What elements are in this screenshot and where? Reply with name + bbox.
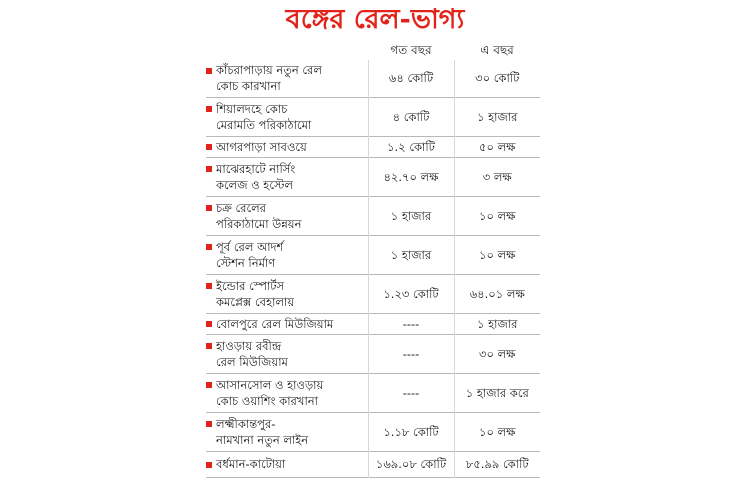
last-year-value: ৬৪ কোটি — [368, 60, 454, 97]
project-name-line-2: কমপ্লেক্স বেহালায় — [216, 294, 295, 309]
project-name — [206, 97, 368, 136]
header-this-year: এ বছর — [480, 43, 514, 57]
last-year-value: ১.২ কোটি — [368, 136, 454, 157]
project-name-line-1 — [206, 161, 364, 177]
last-year-value: ১.১৮ কোটি — [368, 412, 454, 451]
project-name-text: চক্র রেলের — [216, 200, 266, 215]
table-row — [206, 235, 540, 274]
this-year-value: ৩০ লক্ষ — [454, 334, 540, 373]
project-name-text: বর্ধমান-কাটোয়া — [216, 457, 286, 471]
project-name-line-1 — [206, 316, 364, 332]
table-row — [206, 97, 540, 136]
table-row — [206, 412, 540, 451]
table-row — [206, 196, 540, 235]
project-name-line-2: স্টেশন নির্মাণ — [216, 255, 276, 270]
last-year-value: ১ হাজার — [368, 196, 454, 235]
project-name — [206, 235, 368, 274]
project-name-line-2: কলেজ ও হস্টেল — [216, 177, 293, 192]
budget-table — [206, 60, 540, 478]
bullet-square-icon — [206, 68, 212, 74]
project-name-text: লক্ষ্মীকান্তপুর- — [216, 416, 276, 431]
project-name-text: আসানসোল ও হাওড়ায় — [216, 377, 324, 392]
project-name-line-2: কোচ ওয়াশিং কারখানা — [216, 393, 318, 408]
table-row — [206, 157, 540, 196]
project-name-line-2: মেরামতি পরিকাঠামো — [216, 117, 312, 132]
this-year-value: ১০ লক্ষ — [454, 235, 540, 274]
project-name — [206, 157, 368, 196]
bullet-square-icon — [206, 205, 212, 211]
project-name — [206, 196, 368, 235]
table-body — [206, 60, 540, 477]
project-name — [206, 136, 368, 157]
project-name-line-1 — [206, 456, 364, 472]
page-title: বঙ্গের রেল-ভাগ্য — [285, 4, 465, 35]
bullet-square-icon — [206, 421, 212, 427]
this-year-value: ৩০ কোটি — [454, 60, 540, 97]
project-name — [206, 60, 368, 97]
this-year-value: ১০ লক্ষ — [454, 196, 540, 235]
table-row — [206, 274, 540, 313]
project-name-line-1 — [206, 377, 364, 393]
last-year-value: ---- — [368, 313, 454, 334]
bullet-square-icon — [206, 382, 212, 388]
table-row — [206, 451, 540, 477]
project-name — [206, 313, 368, 334]
header-last-year: গত বছর — [390, 43, 432, 57]
project-name-line-1 — [206, 139, 364, 155]
bullet-square-icon — [206, 343, 212, 349]
this-year-value: ১ হাজার — [454, 97, 540, 136]
last-year-value: ---- — [368, 334, 454, 373]
last-year-value: ৪২.৭০ লক্ষ — [368, 157, 454, 196]
project-name-line-1 — [206, 62, 364, 78]
column-headers — [368, 40, 540, 60]
project-name — [206, 412, 368, 451]
bullet-square-icon — [206, 166, 212, 172]
this-year-value: ৫০ লক্ষ — [454, 136, 540, 157]
this-year-value: ১ হাজার করে — [454, 373, 540, 412]
project-name-line-2: নামখানা নতুন লাইন — [216, 432, 309, 447]
last-year-value: ১.২৩ কোটি — [368, 274, 454, 313]
bullet-square-icon — [206, 321, 212, 327]
project-name-text: শিয়ালদহে কোচ — [216, 101, 288, 116]
project-name — [206, 334, 368, 373]
this-year-value: ৮৫.৯৯ কোটি — [454, 451, 540, 477]
project-name — [206, 373, 368, 412]
project-name-line-2: রেল মিউজিয়াম — [216, 354, 288, 369]
project-name-line-1 — [206, 416, 364, 432]
project-name — [206, 451, 368, 477]
last-year-value: ৪ কোটি — [368, 97, 454, 136]
last-year-value: ---- — [368, 373, 454, 412]
last-year-value: ১৬৯.০৮ কোটি — [368, 451, 454, 477]
project-name-text: আগরপাড়া সাবওয়ে — [216, 139, 307, 154]
project-name-text: ইন্ডোর স্পোর্টস — [216, 278, 285, 293]
this-year-value: ৩ লক্ষ — [454, 157, 540, 196]
bullet-square-icon — [206, 244, 212, 250]
table-row — [206, 136, 540, 157]
project-name-line-1 — [206, 239, 364, 255]
bullet-square-icon — [206, 106, 212, 112]
this-year-value: ৬৪.০১ লক্ষ — [454, 274, 540, 313]
project-name-line-2: পরিকাঠামো উন্নয়ন — [216, 216, 302, 231]
table-row — [206, 334, 540, 373]
table-row — [206, 60, 540, 97]
project-name-text: পূর্ব রেল আদর্শ — [216, 239, 284, 254]
project-name — [206, 274, 368, 313]
project-name-line-1 — [206, 278, 364, 294]
table-row — [206, 373, 540, 412]
bullet-square-icon — [206, 144, 212, 150]
this-year-value: ১ হাজার — [454, 313, 540, 334]
project-name-text: মাঝেরহাটে নার্সিং — [216, 161, 296, 176]
project-name-text: কাঁচরাপাড়ায় নতুন রেল — [216, 63, 322, 78]
project-name-line-2: কোচ কারখানা — [216, 79, 281, 94]
table-row — [206, 313, 540, 334]
this-year-value: ১০ লক্ষ — [454, 412, 540, 451]
bullet-square-icon — [206, 283, 212, 289]
project-name-line-1 — [206, 101, 364, 117]
project-name-text: হাওড়ায় রবীন্দ্র — [216, 338, 282, 353]
project-name-line-1 — [206, 200, 364, 216]
last-year-value: ১ হাজার — [368, 235, 454, 274]
project-name-line-1 — [206, 338, 364, 354]
project-name-text: বোলপুরে রেল মিউজিয়াম — [216, 316, 334, 331]
bullet-square-icon — [206, 462, 212, 468]
